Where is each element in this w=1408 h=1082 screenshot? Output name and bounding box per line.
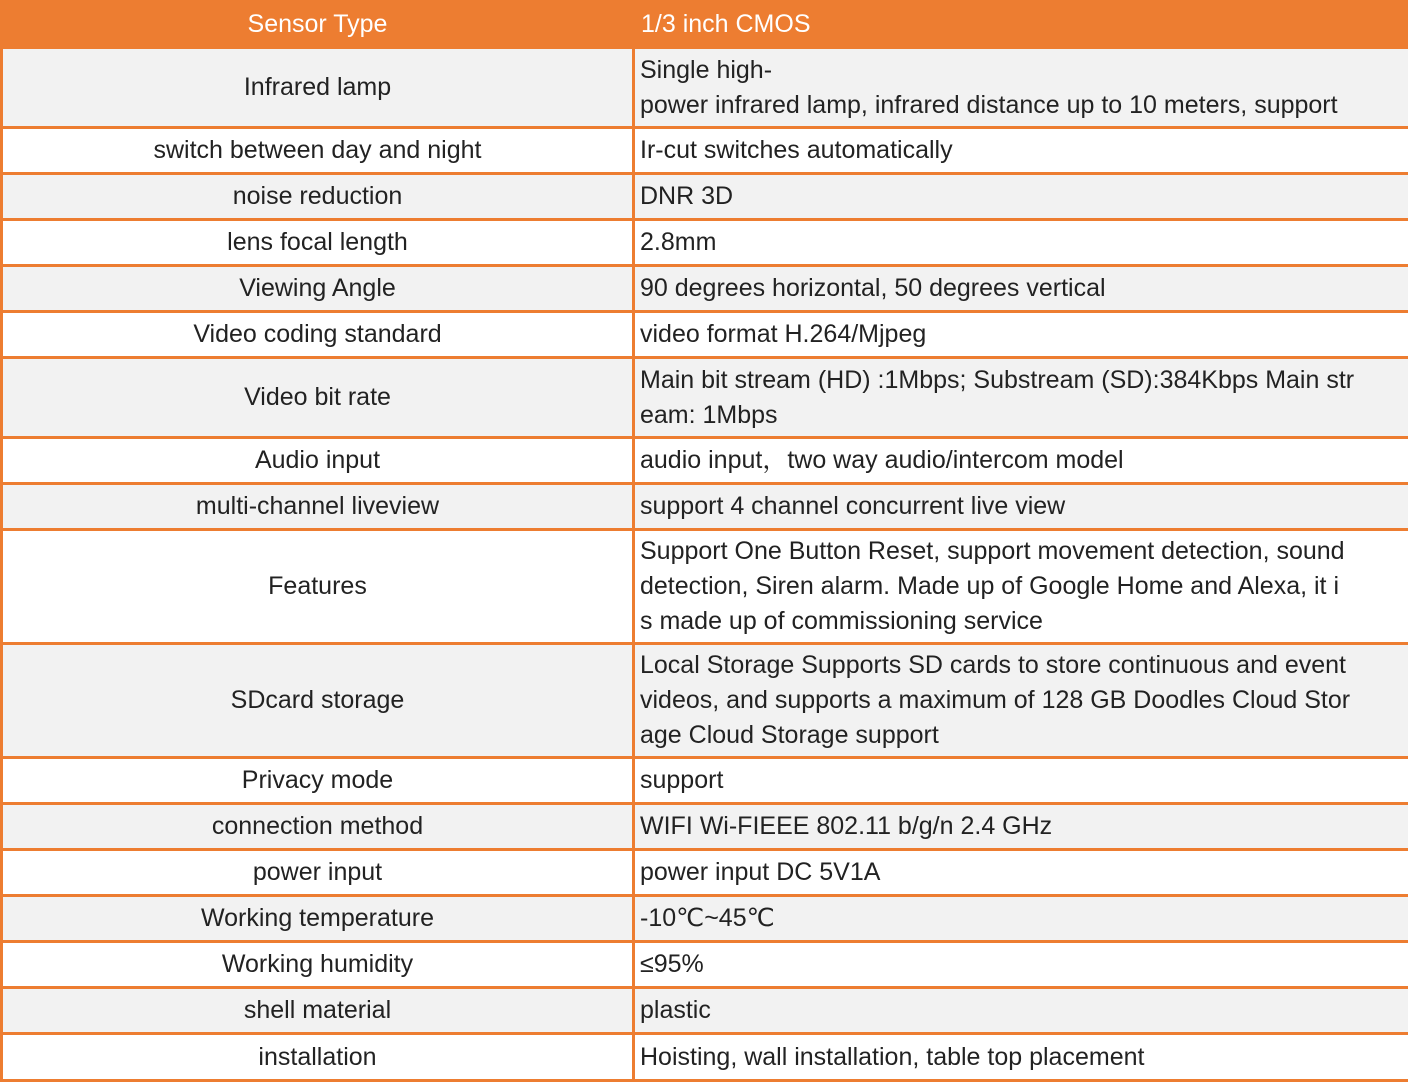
spec-value-text: Support One Button Reset, support movement detection, sound detection, Siren alarm. Made up of Google Home and Alexa, it i s made up of commissioning service [640, 537, 1345, 635]
table-row [2, 850, 1408, 896]
table-row [2, 220, 1408, 266]
spec-value [634, 644, 1408, 758]
table-header-row [2, 2, 1408, 48]
spec-value-text: Main bit stream (HD) :1Mbps; Substream (SD):384Kbps Main str eam: 1Mbps [640, 366, 1354, 429]
table-row [2, 128, 1408, 174]
spec-value: video format H.264/Mjpeg [634, 312, 1408, 358]
table-row [2, 312, 1408, 358]
spec-value: support [634, 758, 1408, 804]
spec-label: connection method [2, 804, 634, 850]
spec-value [634, 48, 1408, 128]
spec-label: Working humidity [2, 942, 634, 988]
spec-value: support 4 channel concurrent live view [634, 484, 1408, 530]
table-row [2, 896, 1408, 942]
spec-label: noise reduction [2, 174, 634, 220]
spec-value: WIFI Wi-FIEEE 802.11 b/g/n 2.4 GHz [634, 804, 1408, 850]
table-row [2, 804, 1408, 850]
table-row [2, 438, 1408, 484]
spec-label: installation [2, 1034, 634, 1081]
spec-label: shell material [2, 988, 634, 1034]
spec-label: Working temperature [2, 896, 634, 942]
table-row [2, 484, 1408, 530]
spec-value: power input DC 5V1A [634, 850, 1408, 896]
table-row [2, 174, 1408, 220]
spec-label: switch between day and night [2, 128, 634, 174]
table-row [2, 942, 1408, 988]
spec-label: Privacy mode [2, 758, 634, 804]
spec-label: SDcard storage [2, 644, 634, 758]
spec-value [634, 530, 1408, 644]
spec-value: DNR 3D [634, 174, 1408, 220]
spec-label: multi-channel liveview [2, 484, 634, 530]
header-value-cell: 1/3 inch CMOS [634, 2, 1408, 48]
spec-value: 90 degrees horizontal, 50 degrees vertical [634, 266, 1408, 312]
spec-label: Viewing Angle [2, 266, 634, 312]
table-row [2, 266, 1408, 312]
table-row [2, 644, 1408, 758]
spec-value: Hoisting, wall installation, table top placement [634, 1034, 1408, 1081]
spec-label: lens focal length [2, 220, 634, 266]
table-row [2, 758, 1408, 804]
spec-label: power input [2, 850, 634, 896]
table-row [2, 530, 1408, 644]
spec-label: Video bit rate [2, 358, 634, 438]
spec-value [634, 358, 1408, 438]
header-label-cell: Sensor Type [2, 2, 634, 48]
spec-value-text: Single high- power infrared lamp, infrared distance up to 10 meters, support [640, 56, 1338, 119]
spec-value: audio input，two way audio/intercom model [634, 438, 1408, 484]
table-row [2, 358, 1408, 438]
spec-label: Features [2, 530, 634, 644]
spec-value: Ir-cut switches automatically [634, 128, 1408, 174]
spec-value-text: Local Storage Supports SD cards to store continuous and event videos, and supports a maximum of 128 GB Doodles Cloud Stor age Cloud Storage support [640, 651, 1350, 749]
spec-value: -10℃~45℃ [634, 896, 1408, 942]
table-row [2, 1034, 1408, 1081]
table-row [2, 48, 1408, 128]
spec-label: Video coding standard [2, 312, 634, 358]
spec-value: plastic [634, 988, 1408, 1034]
table-row [2, 988, 1408, 1034]
spec-label: Infrared lamp [2, 48, 634, 128]
spec-label: Audio input [2, 438, 634, 484]
spec-value: ≤95% [634, 942, 1408, 988]
spec-value: 2.8mm [634, 220, 1408, 266]
